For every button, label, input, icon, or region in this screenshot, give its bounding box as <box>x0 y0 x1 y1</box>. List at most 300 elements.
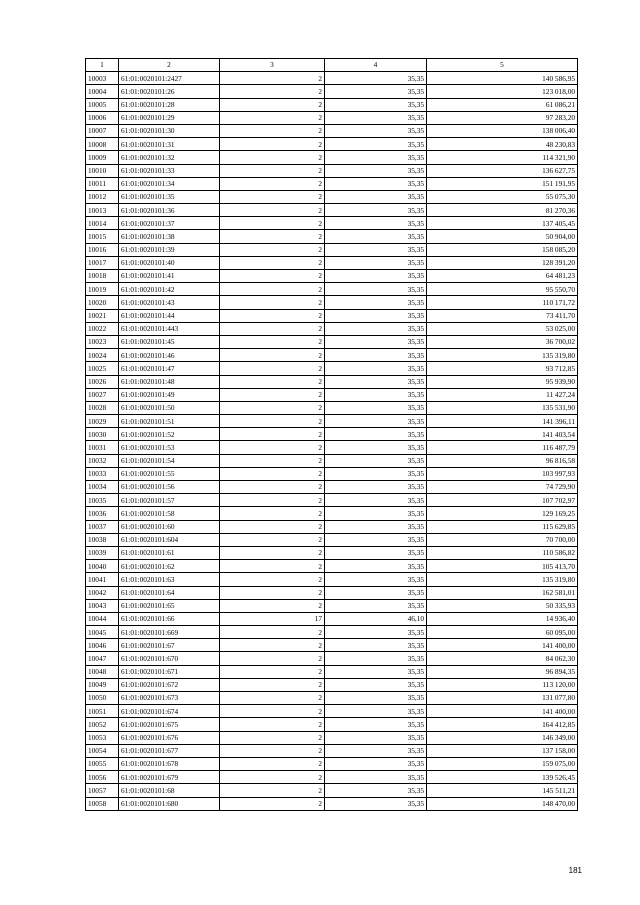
table-row <box>86 322 578 335</box>
table-row <box>86 190 578 203</box>
table-row <box>86 705 578 718</box>
table-row <box>86 520 578 533</box>
cell-col-4: 35,35 <box>325 520 427 533</box>
cell-col-3: 17 <box>220 612 325 625</box>
cell-col-2: 61:01:0020101:673 <box>119 692 220 705</box>
cell-col-3: 2 <box>220 599 325 612</box>
cell-col-5: 95 939,90 <box>427 375 578 388</box>
cell-col-5: 103 997,93 <box>427 467 578 480</box>
cell-col-1: 10004 <box>86 85 119 98</box>
cell-col-4: 35,35 <box>325 256 427 269</box>
cell-col-2: 61:01:0020101:41 <box>119 270 220 283</box>
cell-col-5: 137 405,45 <box>427 217 578 230</box>
cell-col-2: 61:01:0020101:45 <box>119 335 220 348</box>
table-row <box>86 467 578 480</box>
cell-col-3: 2 <box>220 573 325 586</box>
cell-col-3: 2 <box>220 771 325 784</box>
cell-col-2: 61:01:0020101:678 <box>119 757 220 770</box>
cell-col-3: 2 <box>220 190 325 203</box>
cell-col-3: 2 <box>220 744 325 757</box>
table-row <box>86 678 578 691</box>
cell-col-4: 35,35 <box>325 335 427 348</box>
cell-col-4: 35,35 <box>325 309 427 322</box>
cell-col-2: 61:01:0020101:675 <box>119 718 220 731</box>
cell-col-2: 61:01:0020101:443 <box>119 322 220 335</box>
cell-col-2: 61:01:0020101:67 <box>119 639 220 652</box>
column-header-1: 1 <box>86 59 119 72</box>
table-row <box>86 415 578 428</box>
cell-col-2: 61:01:0020101:51 <box>119 415 220 428</box>
cell-col-1: 10025 <box>86 362 119 375</box>
cell-col-3: 2 <box>220 296 325 309</box>
cell-col-5: 107 702,97 <box>427 494 578 507</box>
cell-col-1: 10007 <box>86 124 119 137</box>
table-row <box>86 177 578 190</box>
cell-col-1: 10057 <box>86 784 119 797</box>
cell-col-3: 2 <box>220 177 325 190</box>
cell-col-5: 116 487,79 <box>427 441 578 454</box>
table-row <box>86 230 578 243</box>
cell-col-1: 10029 <box>86 415 119 428</box>
cell-col-3: 2 <box>220 467 325 480</box>
cell-col-4: 35,35 <box>325 757 427 770</box>
cell-col-1: 10013 <box>86 204 119 217</box>
cell-col-2: 61:01:0020101:58 <box>119 507 220 520</box>
table-row <box>86 652 578 665</box>
table-row <box>86 388 578 401</box>
cell-col-3: 2 <box>220 230 325 243</box>
cell-col-3: 2 <box>220 731 325 744</box>
cell-col-1: 10035 <box>86 494 119 507</box>
cell-col-4: 35,35 <box>325 415 427 428</box>
cell-col-5: 139 526,45 <box>427 771 578 784</box>
cell-col-5: 135 319,80 <box>427 573 578 586</box>
cell-col-5: 158 085,20 <box>427 243 578 256</box>
cell-col-5: 60 095,00 <box>427 626 578 639</box>
cell-col-3: 2 <box>220 718 325 731</box>
cell-col-5: 95 550,70 <box>427 283 578 296</box>
cell-col-2: 61:01:0020101:34 <box>119 177 220 190</box>
cell-col-3: 2 <box>220 533 325 546</box>
cell-col-2: 61:01:0020101:68 <box>119 784 220 797</box>
table-row <box>86 98 578 111</box>
cell-col-5: 114 321,90 <box>427 151 578 164</box>
cell-col-1: 10032 <box>86 454 119 467</box>
cell-col-4: 35,35 <box>325 190 427 203</box>
cell-col-3: 2 <box>220 362 325 375</box>
cell-col-5: 105 413,70 <box>427 560 578 573</box>
cell-col-3: 2 <box>220 72 325 85</box>
cell-col-4: 35,35 <box>325 731 427 744</box>
cell-col-5: 115 629,85 <box>427 520 578 533</box>
cell-col-1: 10049 <box>86 678 119 691</box>
cell-col-2: 61:01:0020101:54 <box>119 454 220 467</box>
cell-col-3: 2 <box>220 520 325 533</box>
cell-col-3: 2 <box>220 481 325 494</box>
cell-col-4: 35,35 <box>325 217 427 230</box>
cell-col-2: 61:01:0020101:52 <box>119 428 220 441</box>
cell-col-4: 35,35 <box>325 678 427 691</box>
cell-col-4: 35,35 <box>325 573 427 586</box>
cell-col-5: 50 335,93 <box>427 599 578 612</box>
cell-col-3: 2 <box>220 757 325 770</box>
cell-col-2: 61:01:0020101:43 <box>119 296 220 309</box>
table-row <box>86 151 578 164</box>
cell-col-4: 35,35 <box>325 111 427 124</box>
table-row <box>86 784 578 797</box>
cell-col-3: 2 <box>220 626 325 639</box>
table-row <box>86 494 578 507</box>
cell-col-3: 2 <box>220 428 325 441</box>
cell-col-1: 10016 <box>86 243 119 256</box>
cell-col-4: 35,35 <box>325 481 427 494</box>
cell-col-3: 2 <box>220 111 325 124</box>
column-header-2: 2 <box>119 59 220 72</box>
cell-col-2: 61:01:0020101:44 <box>119 309 220 322</box>
cell-col-4: 35,35 <box>325 467 427 480</box>
cell-col-3: 2 <box>220 270 325 283</box>
table-row <box>86 309 578 322</box>
cell-col-3: 2 <box>220 692 325 705</box>
table-row <box>86 560 578 573</box>
cell-col-2: 61:01:0020101:37 <box>119 217 220 230</box>
cell-col-2: 61:01:0020101:50 <box>119 401 220 414</box>
column-header-4: 4 <box>325 59 427 72</box>
cell-col-2: 61:01:0020101:61 <box>119 546 220 559</box>
column-header-3: 3 <box>220 59 325 72</box>
cell-col-3: 2 <box>220 85 325 98</box>
table-row <box>86 454 578 467</box>
cell-col-5: 146 349,00 <box>427 731 578 744</box>
cell-col-1: 10020 <box>86 296 119 309</box>
cell-col-4: 35,35 <box>325 428 427 441</box>
cell-col-4: 35,35 <box>325 230 427 243</box>
cell-col-3: 2 <box>220 217 325 230</box>
cell-col-2: 61:01:0020101:39 <box>119 243 220 256</box>
table-row <box>86 692 578 705</box>
cell-col-2: 61:01:0020101:62 <box>119 560 220 573</box>
cell-col-3: 2 <box>220 586 325 599</box>
cell-col-1: 10003 <box>86 72 119 85</box>
cell-col-1: 10014 <box>86 217 119 230</box>
cell-col-1: 10010 <box>86 164 119 177</box>
cell-col-4: 35,35 <box>325 507 427 520</box>
cell-col-1: 10048 <box>86 665 119 678</box>
cell-col-3: 2 <box>220 164 325 177</box>
cell-col-1: 10012 <box>86 190 119 203</box>
cell-col-2: 61:01:0020101:38 <box>119 230 220 243</box>
cell-col-2: 61:01:0020101:671 <box>119 665 220 678</box>
cell-col-4: 35,35 <box>325 296 427 309</box>
cell-col-5: 145 511,21 <box>427 784 578 797</box>
cell-col-1: 10023 <box>86 335 119 348</box>
cell-col-1: 10006 <box>86 111 119 124</box>
cell-col-1: 10022 <box>86 322 119 335</box>
cell-col-2: 61:01:0020101:57 <box>119 494 220 507</box>
cell-col-1: 10041 <box>86 573 119 586</box>
cell-col-3: 2 <box>220 797 325 810</box>
table-row <box>86 204 578 217</box>
cell-col-2: 61:01:0020101:42 <box>119 283 220 296</box>
cell-col-5: 53 025,00 <box>427 322 578 335</box>
cell-col-3: 2 <box>220 98 325 111</box>
cell-col-4: 35,35 <box>325 639 427 652</box>
cell-col-4: 46,10 <box>325 612 427 625</box>
cell-col-2: 61:01:0020101:46 <box>119 349 220 362</box>
cell-col-1: 10039 <box>86 546 119 559</box>
cell-col-4: 35,35 <box>325 362 427 375</box>
cell-col-3: 2 <box>220 560 325 573</box>
cell-col-4: 35,35 <box>325 270 427 283</box>
cell-col-2: 61:01:0020101:28 <box>119 98 220 111</box>
cell-col-4: 35,35 <box>325 243 427 256</box>
cell-col-5: 48 230,83 <box>427 138 578 151</box>
cell-col-1: 10031 <box>86 441 119 454</box>
cell-col-2: 61:01:0020101:672 <box>119 678 220 691</box>
cell-col-3: 2 <box>220 349 325 362</box>
cell-col-3: 2 <box>220 784 325 797</box>
cell-col-3: 2 <box>220 243 325 256</box>
cell-col-5: 36 700,02 <box>427 335 578 348</box>
cell-col-4: 35,35 <box>325 454 427 467</box>
cell-col-4: 35,35 <box>325 72 427 85</box>
table-row <box>86 296 578 309</box>
cell-col-4: 35,35 <box>325 771 427 784</box>
cell-col-5: 93 712,85 <box>427 362 578 375</box>
cell-col-1: 10051 <box>86 705 119 718</box>
cell-col-3: 2 <box>220 546 325 559</box>
cell-col-4: 35,35 <box>325 546 427 559</box>
cell-col-4: 35,35 <box>325 98 427 111</box>
cell-col-4: 35,35 <box>325 85 427 98</box>
table-row <box>86 375 578 388</box>
cell-col-1: 10043 <box>86 599 119 612</box>
table-row <box>86 85 578 98</box>
cell-col-5: 110 586,82 <box>427 546 578 559</box>
cell-col-1: 10042 <box>86 586 119 599</box>
cell-col-5: 55 075,30 <box>427 190 578 203</box>
cell-col-4: 35,35 <box>325 533 427 546</box>
cell-col-3: 2 <box>220 665 325 678</box>
cell-col-5: 151 191,95 <box>427 177 578 190</box>
cell-col-4: 35,35 <box>325 164 427 177</box>
cell-col-4: 35,35 <box>325 138 427 151</box>
cell-col-3: 2 <box>220 256 325 269</box>
cell-col-5: 73 411,70 <box>427 309 578 322</box>
table-row <box>86 481 578 494</box>
cell-col-3: 2 <box>220 151 325 164</box>
cell-col-2: 61:01:0020101:63 <box>119 573 220 586</box>
cell-col-3: 2 <box>220 283 325 296</box>
cell-col-2: 61:01:0020101:30 <box>119 124 220 137</box>
cell-col-1: 10038 <box>86 533 119 546</box>
table-row <box>86 335 578 348</box>
cell-col-4: 35,35 <box>325 718 427 731</box>
table-row <box>86 138 578 151</box>
cell-col-2: 61:01:0020101:604 <box>119 533 220 546</box>
cell-col-1: 10044 <box>86 612 119 625</box>
cell-col-5: 70 700,00 <box>427 533 578 546</box>
cell-col-2: 61:01:0020101:670 <box>119 652 220 665</box>
cell-col-1: 10008 <box>86 138 119 151</box>
cell-col-1: 10017 <box>86 256 119 269</box>
cell-col-1: 10050 <box>86 692 119 705</box>
cell-col-2: 61:01:0020101:32 <box>119 151 220 164</box>
cell-col-3: 2 <box>220 415 325 428</box>
cell-col-2: 61:01:0020101:26 <box>119 85 220 98</box>
cell-col-4: 35,35 <box>325 692 427 705</box>
table-row <box>86 744 578 757</box>
cell-col-5: 141 403,54 <box>427 428 578 441</box>
cell-col-4: 35,35 <box>325 586 427 599</box>
table-row <box>86 256 578 269</box>
cell-col-1: 10036 <box>86 507 119 520</box>
table-row <box>86 573 578 586</box>
table-row <box>86 639 578 652</box>
cell-col-5: 110 171,72 <box>427 296 578 309</box>
cell-col-1: 10005 <box>86 98 119 111</box>
cell-col-4: 35,35 <box>325 349 427 362</box>
cell-col-1: 10015 <box>86 230 119 243</box>
table-row <box>86 612 578 625</box>
cell-col-1: 10018 <box>86 270 119 283</box>
cell-col-2: 61:01:0020101:64 <box>119 586 220 599</box>
cell-col-4: 35,35 <box>325 388 427 401</box>
cell-col-1: 10024 <box>86 349 119 362</box>
cell-col-5: 84 062,30 <box>427 652 578 665</box>
table-row <box>86 546 578 559</box>
table-row <box>86 401 578 414</box>
cell-col-1: 10009 <box>86 151 119 164</box>
table-row <box>86 586 578 599</box>
cell-col-2: 61:01:0020101:36 <box>119 204 220 217</box>
cell-col-3: 2 <box>220 401 325 414</box>
cell-col-5: 123 018,00 <box>427 85 578 98</box>
cell-col-1: 10047 <box>86 652 119 665</box>
cell-col-2: 61:01:0020101:29 <box>119 111 220 124</box>
cell-col-2: 61:01:0020101:47 <box>119 362 220 375</box>
table-row <box>86 626 578 639</box>
cell-col-5: 14 936,40 <box>427 612 578 625</box>
cell-col-2: 61:01:0020101:53 <box>119 441 220 454</box>
cell-col-1: 10033 <box>86 467 119 480</box>
cell-col-5: 97 283,20 <box>427 111 578 124</box>
cell-col-1: 10046 <box>86 639 119 652</box>
cell-col-4: 35,35 <box>325 204 427 217</box>
cell-col-3: 2 <box>220 204 325 217</box>
cell-col-1: 10021 <box>86 309 119 322</box>
cell-col-5: 64 481,23 <box>427 270 578 283</box>
cell-col-5: 11 427,24 <box>427 388 578 401</box>
cell-col-2: 61:01:0020101:49 <box>119 388 220 401</box>
cell-col-4: 35,35 <box>325 177 427 190</box>
cell-col-3: 2 <box>220 124 325 137</box>
cell-col-1: 10058 <box>86 797 119 810</box>
cell-col-5: 159 075,00 <box>427 757 578 770</box>
cell-col-1: 10055 <box>86 757 119 770</box>
cell-col-4: 35,35 <box>325 744 427 757</box>
cell-col-3: 2 <box>220 705 325 718</box>
cell-col-1: 10040 <box>86 560 119 573</box>
cell-col-2: 61:01:0020101:48 <box>119 375 220 388</box>
table-row <box>86 665 578 678</box>
cell-col-1: 10045 <box>86 626 119 639</box>
cell-col-5: 135 531,90 <box>427 401 578 414</box>
cell-col-5: 131 077,80 <box>427 692 578 705</box>
cell-col-5: 136 627,75 <box>427 164 578 177</box>
cell-col-1: 10011 <box>86 177 119 190</box>
cell-col-1: 10053 <box>86 731 119 744</box>
cell-col-1: 10026 <box>86 375 119 388</box>
cell-col-5: 141 400,00 <box>427 639 578 652</box>
cell-col-3: 2 <box>220 375 325 388</box>
cell-col-3: 2 <box>220 639 325 652</box>
cell-col-1: 10030 <box>86 428 119 441</box>
table-row <box>86 124 578 137</box>
cell-col-4: 35,35 <box>325 599 427 612</box>
table-row <box>86 771 578 784</box>
cell-col-5: 141 400,00 <box>427 705 578 718</box>
table-row <box>86 441 578 454</box>
cell-col-5: 113 120,00 <box>427 678 578 691</box>
table-row <box>86 731 578 744</box>
cell-col-5: 96 816,58 <box>427 454 578 467</box>
cell-col-5: 96 894,35 <box>427 665 578 678</box>
table-row <box>86 428 578 441</box>
cell-col-5: 81 270,36 <box>427 204 578 217</box>
cell-col-2: 61:01:0020101:669 <box>119 626 220 639</box>
cell-col-3: 2 <box>220 507 325 520</box>
cell-col-5: 162 581,01 <box>427 586 578 599</box>
cell-col-2: 61:01:0020101:66 <box>119 612 220 625</box>
cell-col-3: 2 <box>220 388 325 401</box>
cell-col-3: 2 <box>220 335 325 348</box>
cell-col-3: 2 <box>220 322 325 335</box>
table-row <box>86 797 578 810</box>
cell-col-2: 61:01:0020101:2427 <box>119 72 220 85</box>
table-row <box>86 362 578 375</box>
cell-col-1: 10028 <box>86 401 119 414</box>
cell-col-2: 61:01:0020101:679 <box>119 771 220 784</box>
cell-col-4: 35,35 <box>325 375 427 388</box>
cell-col-5: 128 391,20 <box>427 256 578 269</box>
cell-col-3: 2 <box>220 494 325 507</box>
cell-col-2: 61:01:0020101:680 <box>119 797 220 810</box>
cell-col-5: 129 169,25 <box>427 507 578 520</box>
table-row <box>86 217 578 230</box>
table-row <box>86 533 578 546</box>
header-row <box>86 59 578 72</box>
cell-col-2: 61:01:0020101:55 <box>119 467 220 480</box>
cell-col-4: 35,35 <box>325 322 427 335</box>
table-row <box>86 164 578 177</box>
cell-col-2: 61:01:0020101:56 <box>119 481 220 494</box>
table-row <box>86 243 578 256</box>
cell-col-4: 35,35 <box>325 705 427 718</box>
cell-col-5: 135 319,80 <box>427 349 578 362</box>
cell-col-5: 138 006,40 <box>427 124 578 137</box>
cell-col-4: 35,35 <box>325 626 427 639</box>
cell-col-1: 10052 <box>86 718 119 731</box>
cell-col-2: 61:01:0020101:31 <box>119 138 220 151</box>
cell-col-5: 148 470,00 <box>427 797 578 810</box>
table-row <box>86 599 578 612</box>
cell-col-1: 10056 <box>86 771 119 784</box>
cell-col-1: 10054 <box>86 744 119 757</box>
cell-col-5: 141 396,11 <box>427 415 578 428</box>
cell-col-5: 164 412,85 <box>427 718 578 731</box>
table-row <box>86 270 578 283</box>
